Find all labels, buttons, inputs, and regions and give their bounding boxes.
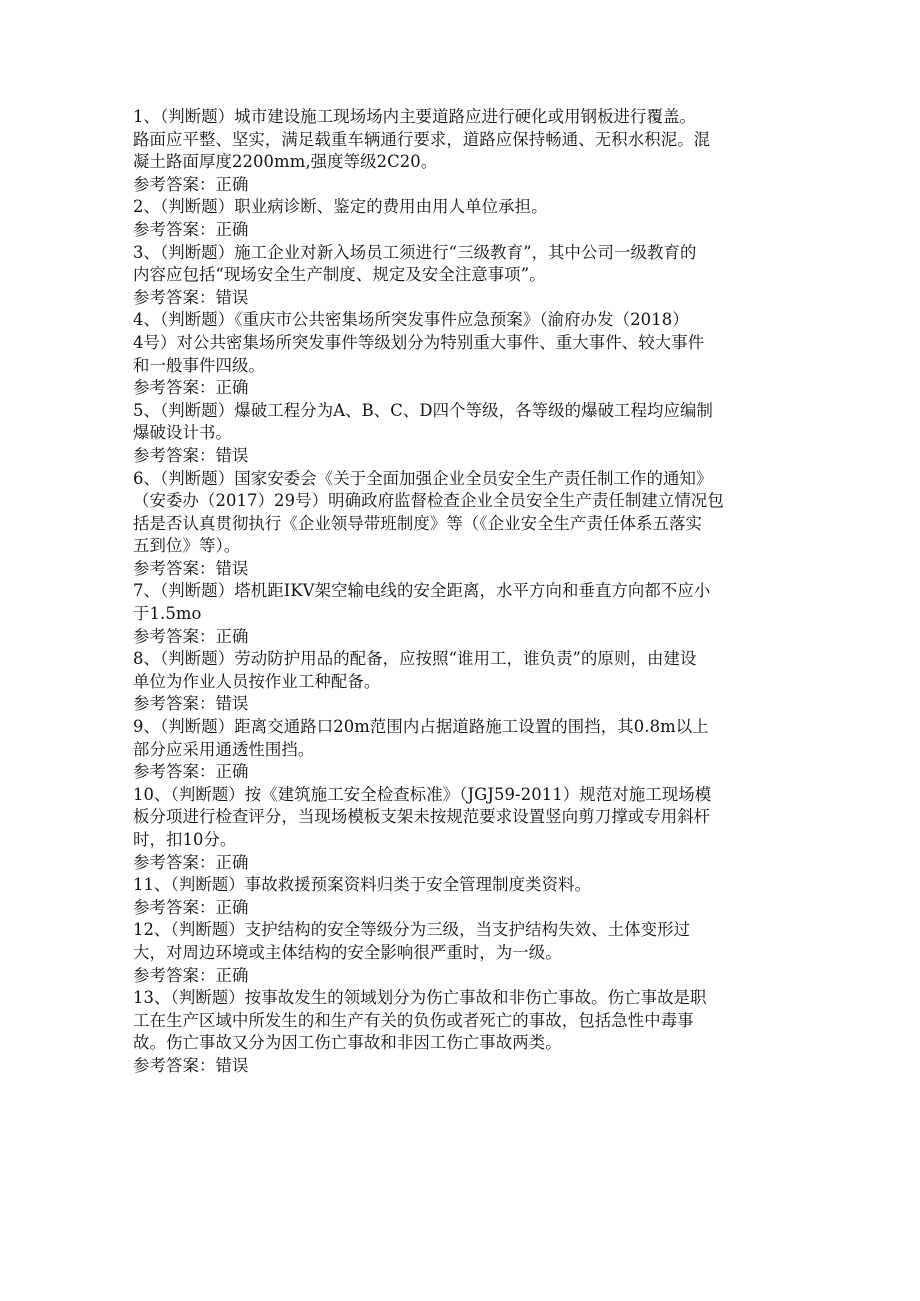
document-page: [133, 106, 798, 1078]
q4-text-line-1: 4、（判断题）《重庆市公共密集场所突发事件应急预案》（渝府办发（2018）: [133, 310, 689, 330]
q6-text-line-1: 6、（判断题）国家安委会《关于全面加强企业全员安全生产责任制工作的通知》: [133, 468, 713, 488]
q4-text-line-3: 和一般事件四级。: [133, 355, 265, 375]
q6-text-line-4: 五到位》等）。: [133, 536, 241, 556]
q6-text-line-3: 括是否认真贯彻执行《企业领导带班制度》等（《企业安全生产责任体系五落实: [133, 513, 702, 533]
q11-answer: 参考答案：正确: [133, 897, 249, 917]
q10-text-line-3: 时，扣10分。: [133, 830, 237, 849]
q1-text-line-3: 凝土路面厚度2200mm,强度等级2C20。: [133, 152, 438, 172]
q5-text-line-1: 5、（判断题）爆破工程分为A、B、C、D四个等级，各等级的爆破工程均应编制: [133, 400, 713, 420]
q2-text-line-1: 2、（判断题）职业病诊断、鉴定的费用由用人单位承担。: [133, 197, 548, 217]
q3-text-line-1: 3、（判断题）施工企业对新入场员工须进行“三级教育”，其中公司一级教育的: [133, 242, 697, 262]
q1-text-line-2: 路面应平整、坚实，满足载重车辆通行要求，道路应保持畅通、无积水积泥。混: [133, 129, 711, 149]
q4-text-line-2: 4号）对公共密集场所突发事件等级划分为特别重大事件、重大事件、较大事件: [133, 332, 705, 352]
q6-answer: 参考答案：错误: [133, 558, 249, 578]
q1-answer: 参考答案：正确: [133, 174, 249, 194]
q12-text-line-2: 大，对周边环境或主体结构的安全影响很严重时，为一级。: [133, 942, 562, 962]
q6-text-line-2: （安委办（2017）29号）明确政府监督检查企业全员安全生产责任制建立情况包: [133, 491, 724, 511]
q12-text-line-1: 12、（判断题）支护结构的安全等级分为三级，当支护结构失效、土体变形过: [133, 920, 691, 940]
q11-text-line-1: 11、（判断题）事故救援预案资料归类于安全管理制度类资料。: [133, 875, 592, 895]
q1-text-line-1: 1、（判断题）城市建设施工现场场内主要道路应进行硬化或用钢板进行覆盖。: [133, 107, 697, 126]
q13-answer: 参考答案：错误: [133, 1055, 249, 1075]
q13-text-line-2: 工在生产区域中所发生的和生产有关的负伤或者死亡的事故，包括急性中毒事: [133, 1010, 694, 1030]
q10-text-line-1: 10、（判断题）按《建筑施工安全检查标准》（JGJ59-2011）规范对施工现场模: [133, 784, 712, 804]
q9-answer: 参考答案：正确: [133, 762, 249, 782]
q5-answer: 参考答案：错误: [133, 445, 249, 465]
q8-text-line-2: 单位为作业人员按作业工种配备。: [133, 671, 381, 691]
q12-answer: 参考答案：正确: [133, 965, 249, 985]
q7-text-line-1: 7、（判断题）塔机距IKV架空输电线的安全距离，水平方向和垂直方向都不应小: [133, 581, 711, 601]
q4-answer: 参考答案：正确: [133, 378, 249, 398]
q2-answer: 参考答案：正确: [133, 219, 249, 239]
q10-answer: 参考答案：正确: [133, 852, 249, 872]
q3-answer: 参考答案：错误: [133, 287, 249, 307]
q8-text-line-1: 8、（判断题）劳动防护用品的配备，应按照“谁用工，谁负责”的原则，由建设: [133, 649, 697, 669]
q9-text-line-1: 9、（判断题）距离交通路口20m范围内占据道路施工设置的围挡，其0.8m以上: [133, 717, 709, 737]
q7-text-line-2: 于1.5mo: [133, 604, 202, 624]
q13-text-line-3: 故。伤亡事故又分为因工伤亡事故和非因工伤亡事故两类。: [133, 1033, 562, 1053]
q9-text-line-2: 部分应采用通透性围挡。: [133, 739, 315, 759]
q13-text-line-1: 13、（判断题）按事故发生的领域划分为伤亡事故和非伤亡事故。伤亡事故是职: [133, 988, 707, 1008]
q7-answer: 参考答案：正确: [133, 626, 249, 646]
q8-answer: 参考答案：错误: [133, 694, 249, 714]
q10-text-line-2: 板分项进行检查评分，当现场模板支架未按规范要求设置竖向剪刀撑或专用斜杆: [133, 807, 711, 827]
q5-text-line-2: 爆破设计书。: [133, 423, 232, 443]
q3-text-line-2: 内容应包括“现场安全生产制度、规定及安全注意事项”。: [133, 265, 546, 285]
